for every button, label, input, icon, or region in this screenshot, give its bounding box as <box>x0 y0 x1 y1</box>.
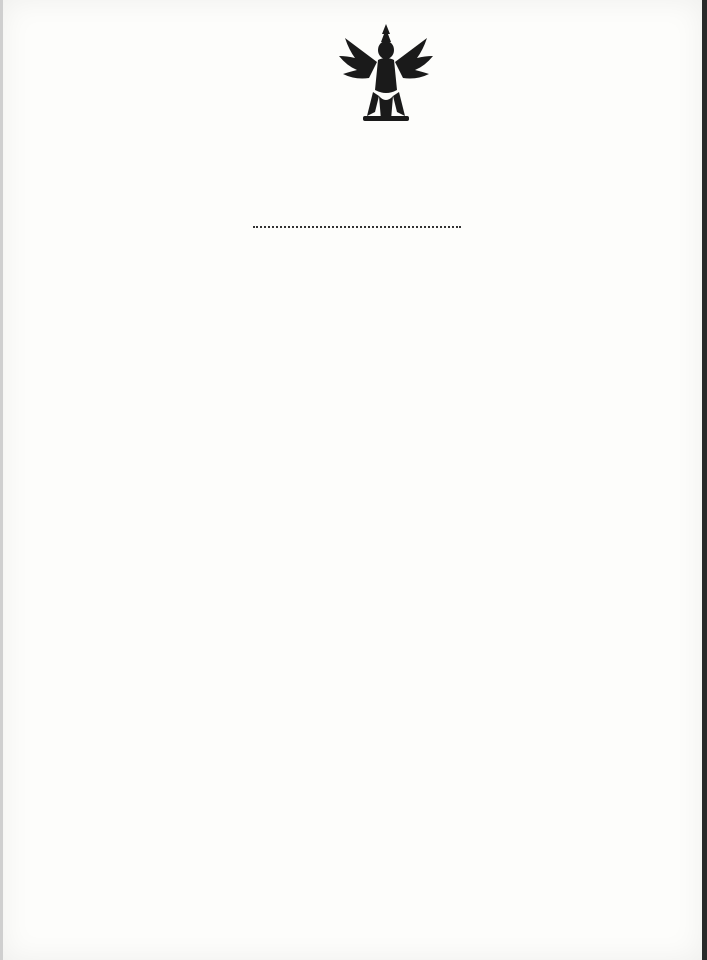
garuda-emblem-icon <box>331 20 441 130</box>
dotted-divider <box>253 226 461 228</box>
